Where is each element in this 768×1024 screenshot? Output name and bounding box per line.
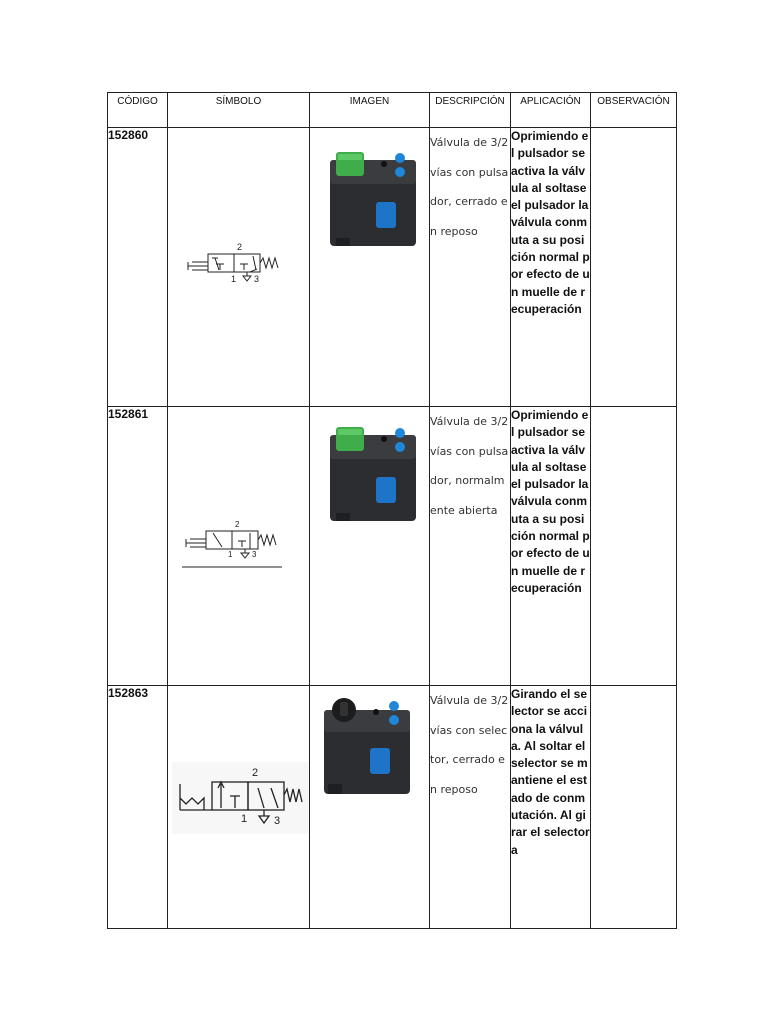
application-cell: Girando el selector se acciona la válvula. Al soltar el selector se mantiene el estado de conmutación. Al girar el selector a	[511, 686, 591, 929]
port-label: 1	[228, 550, 233, 559]
observation-cell	[591, 407, 677, 686]
header-imagen: IMAGEN	[310, 93, 430, 128]
valve-3-2-symbol-icon	[182, 513, 286, 571]
description-cell: Válvula de 3/2 vías con selector, cerrado en reposo	[430, 686, 511, 929]
observation-cell	[591, 686, 677, 929]
image-cell	[310, 407, 430, 686]
valve-table	[107, 92, 677, 929]
code-cell: 152860	[108, 128, 168, 407]
port-label: 2	[252, 767, 259, 779]
header-simbolo: SÍMBOLO	[168, 93, 310, 128]
valve-pushbutton-photo-icon	[322, 417, 422, 523]
valve-selector-photo-icon	[316, 690, 416, 796]
header-descripcion: DESCRIPCIÓN	[430, 93, 511, 128]
port-label: 1	[231, 274, 237, 284]
header-observacion: OBSERVACIÓN	[591, 93, 677, 128]
valve-3-2-symbol-icon	[184, 236, 288, 284]
table-row	[108, 407, 677, 686]
image-cell	[310, 128, 430, 407]
valve-pushbutton-photo-icon	[322, 142, 422, 248]
port-label: 3	[274, 815, 281, 827]
port-label: 1	[241, 813, 248, 825]
application-cell: Oprimiendo el pulsador se activa la válvula al soltase el pulsador la válvula conmuta a su posición normal por efecto de un muelle de recuperación	[511, 407, 591, 686]
port-label: 2	[237, 242, 243, 252]
code-cell: 152863	[108, 686, 168, 929]
symbol-cell	[168, 407, 310, 686]
description-cell: Válvula de 3/2 vías con pulsador, normalmente abierta	[430, 407, 511, 686]
observation-cell	[591, 128, 677, 407]
port-label: 2	[235, 520, 240, 529]
application-cell: Oprimiendo el pulsador se activa la válvula al soltase el pulsador la válvula conmuta a su posición normal por efecto de un muelle de recuperación	[511, 128, 591, 407]
header-row	[108, 93, 677, 128]
port-label: 3	[252, 550, 257, 559]
description-cell: Válvula de 3/2 vías con pulsador, cerrado en reposo	[430, 128, 511, 407]
image-cell	[310, 686, 430, 929]
symbol-cell	[168, 128, 310, 407]
valve-3-2-selector-symbol-icon	[172, 762, 308, 834]
table-row	[108, 686, 677, 929]
code-cell: 152861	[108, 407, 168, 686]
port-label: 3	[254, 274, 260, 284]
header-codigo: CÓDIGO	[108, 93, 168, 128]
symbol-cell	[168, 686, 310, 929]
table-row	[108, 128, 677, 407]
header-aplicacion: APLICACIÓN	[511, 93, 591, 128]
